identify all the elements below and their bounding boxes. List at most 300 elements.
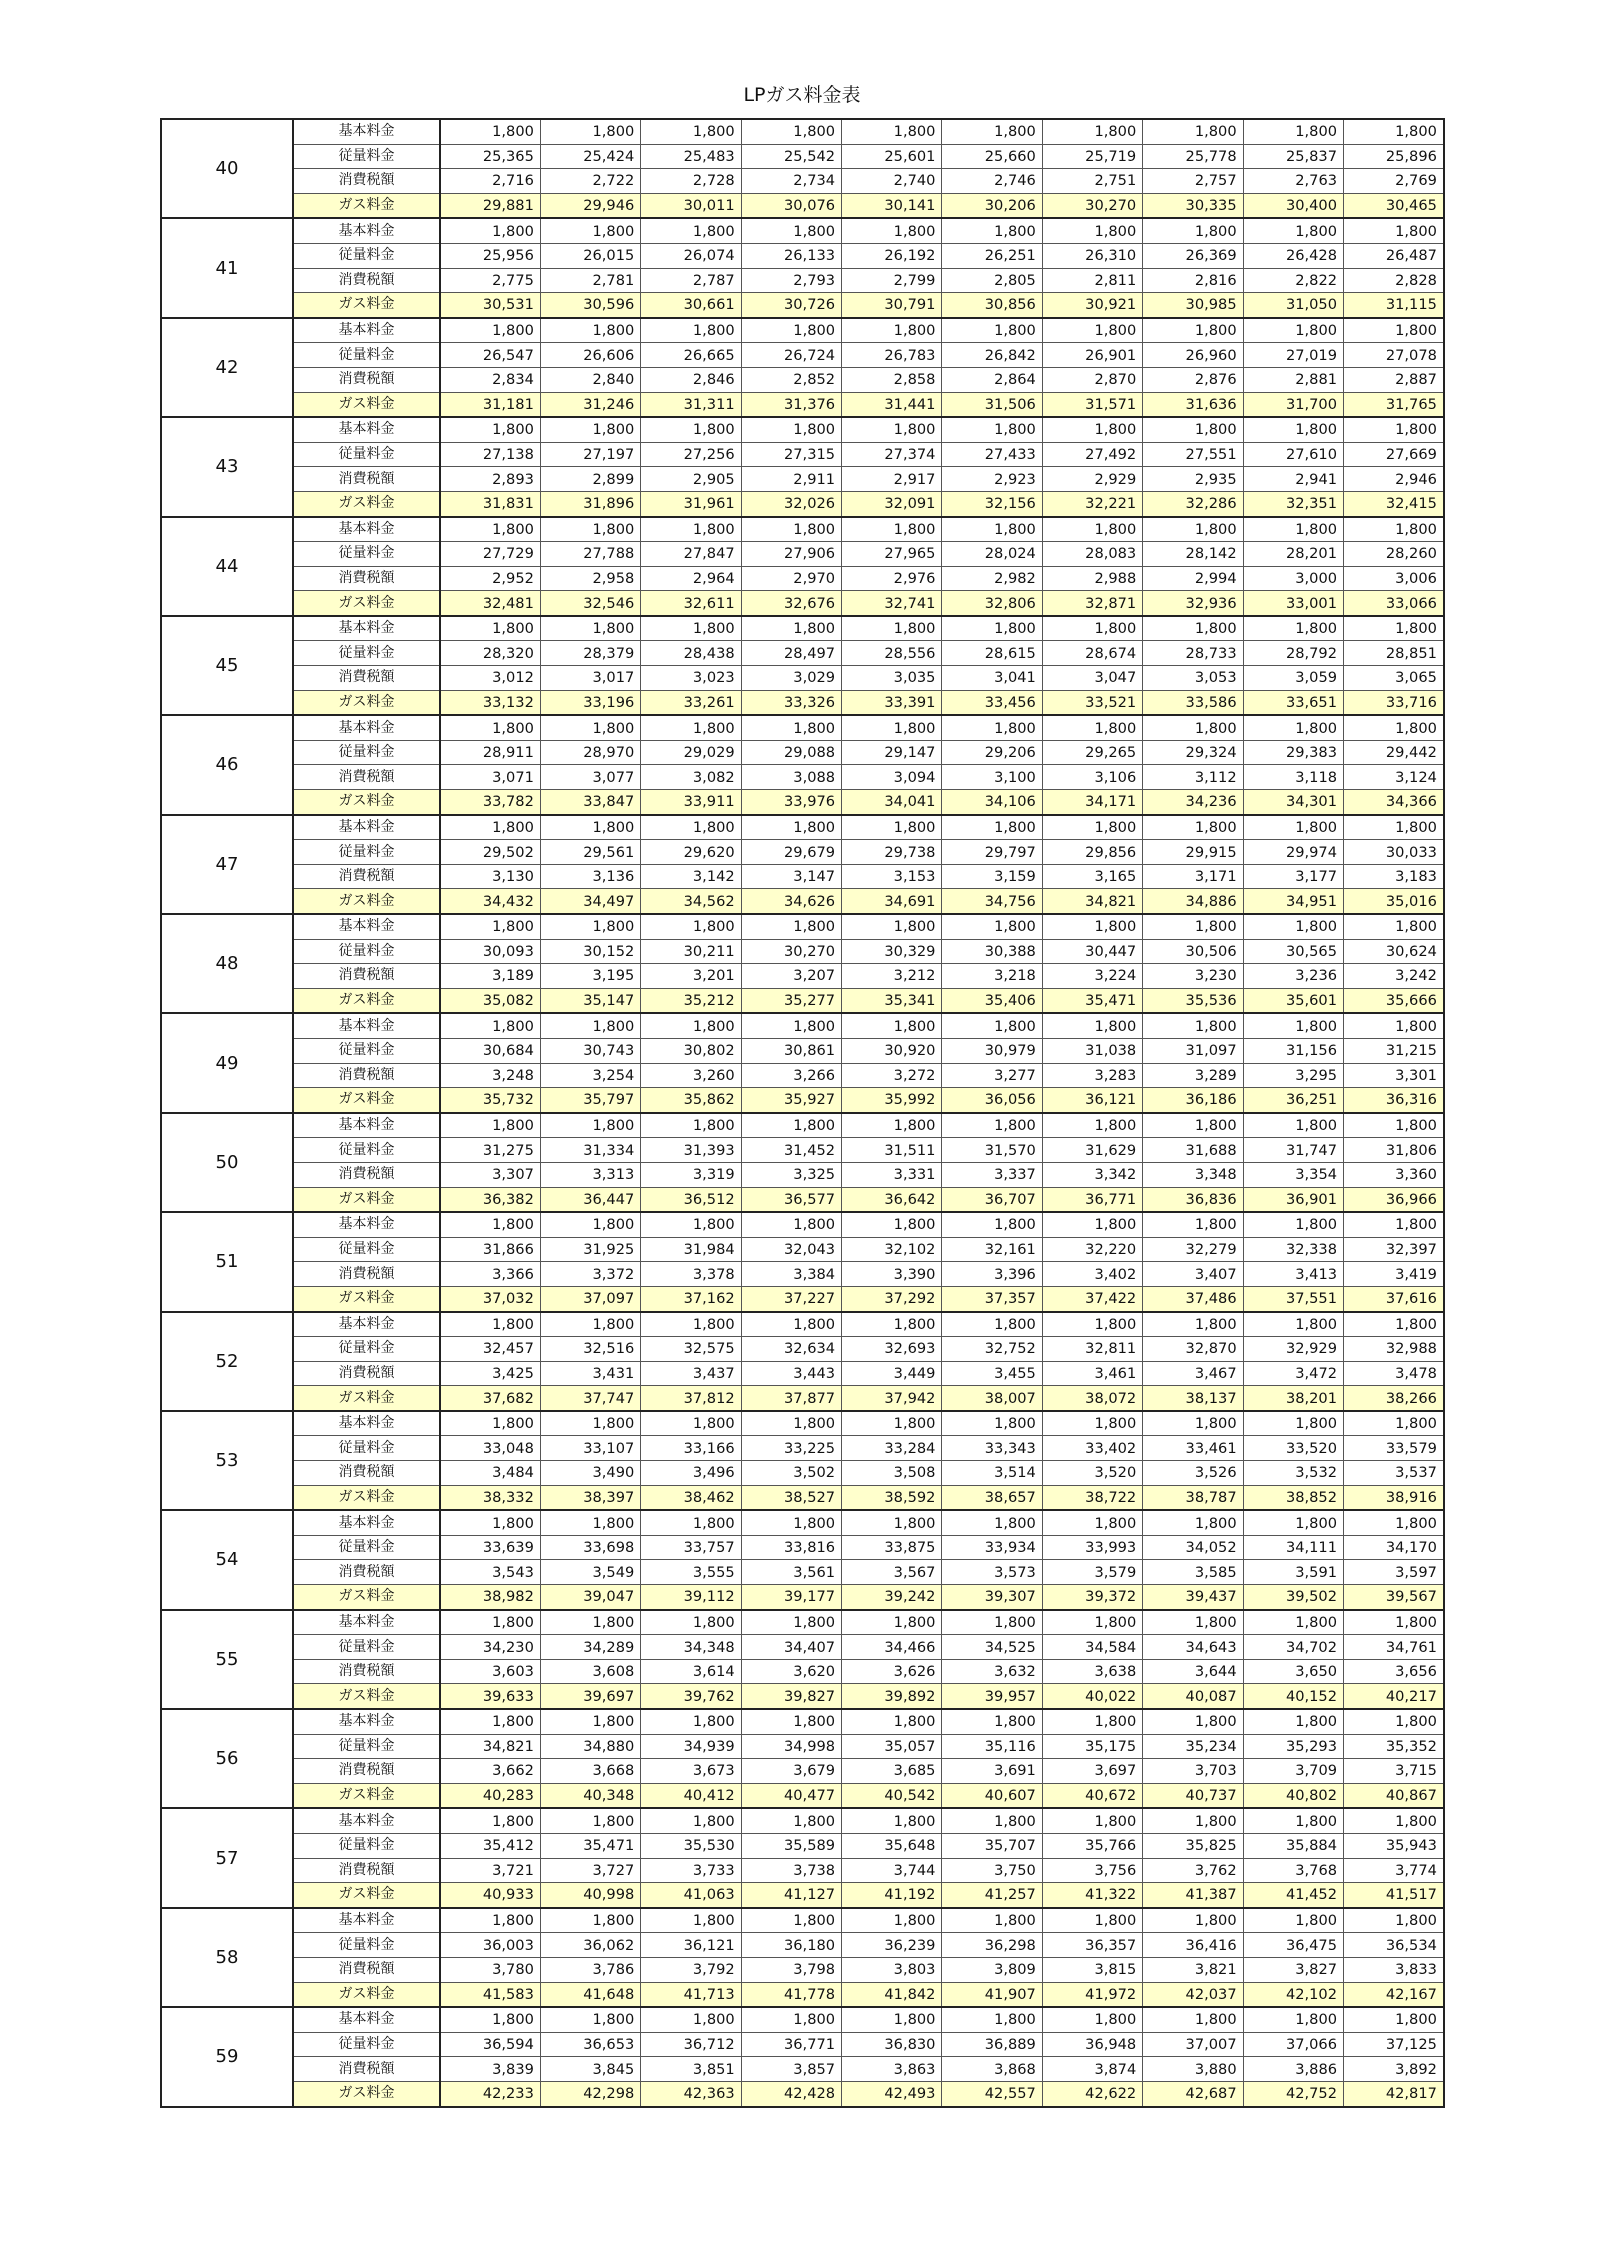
value-cell: 31,866 <box>440 1237 540 1262</box>
value-cell: 2,941 <box>1243 467 1343 492</box>
value-cell: 3,650 <box>1243 1659 1343 1684</box>
value-cell: 30,335 <box>1143 193 1243 218</box>
value-cell: 3,449 <box>842 1361 942 1386</box>
group-label: 47 <box>161 815 293 914</box>
value-cell: 2,852 <box>741 367 841 392</box>
basic-fee-row <box>161 417 1444 442</box>
value-cell: 30,506 <box>1143 939 1243 964</box>
row-label: 消費税額 <box>293 964 440 989</box>
value-cell: 1,800 <box>540 1908 640 1933</box>
value-cell: 41,907 <box>942 1982 1042 2007</box>
value-cell: 3,307 <box>440 1162 540 1187</box>
value-cell: 27,256 <box>641 442 741 467</box>
value-cell: 3,656 <box>1344 1659 1444 1684</box>
value-cell: 25,601 <box>842 144 942 169</box>
value-cell: 27,847 <box>641 542 741 567</box>
value-cell: 3,733 <box>641 1858 741 1883</box>
value-cell: 1,800 <box>1042 119 1142 144</box>
value-cell: 2,763 <box>1243 169 1343 194</box>
value-cell: 34,052 <box>1143 1535 1243 1560</box>
value-cell: 3,768 <box>1243 1858 1343 1883</box>
value-cell: 40,477 <box>741 1783 841 1808</box>
value-cell: 26,251 <box>942 243 1042 268</box>
value-cell: 28,320 <box>440 641 540 666</box>
value-cell: 1,800 <box>1243 2007 1343 2032</box>
value-cell: 29,797 <box>942 840 1042 865</box>
value-cell: 1,800 <box>1042 1312 1142 1337</box>
value-cell: 1,800 <box>1344 218 1444 243</box>
consumption-tax-row <box>161 1560 1444 1585</box>
value-cell: 34,691 <box>842 889 942 914</box>
value-cell: 34,998 <box>741 1734 841 1759</box>
value-cell: 1,800 <box>942 1212 1042 1237</box>
value-cell: 1,800 <box>741 1709 841 1734</box>
group-label: 48 <box>161 914 293 1013</box>
value-cell: 1,800 <box>641 1411 741 1436</box>
value-cell: 3,662 <box>440 1759 540 1784</box>
value-cell: 3,325 <box>741 1162 841 1187</box>
value-cell: 2,728 <box>641 169 741 194</box>
value-cell: 3,077 <box>540 765 640 790</box>
usage-fee-row <box>161 740 1444 765</box>
value-cell: 31,961 <box>641 491 741 516</box>
usage-fee-row <box>161 1635 1444 1660</box>
value-cell: 3,094 <box>842 765 942 790</box>
row-label: 従量料金 <box>293 939 440 964</box>
value-cell: 1,800 <box>641 815 741 840</box>
value-cell: 3,827 <box>1243 1957 1343 1982</box>
value-cell: 35,732 <box>440 1088 540 1113</box>
value-cell: 31,115 <box>1344 293 1444 318</box>
value-cell: 30,565 <box>1243 939 1343 964</box>
row-label: 従量料金 <box>293 1734 440 1759</box>
value-cell: 1,800 <box>942 218 1042 243</box>
value-cell: 33,651 <box>1243 690 1343 715</box>
value-cell: 31,806 <box>1344 1138 1444 1163</box>
value-cell: 2,746 <box>942 169 1042 194</box>
basic-fee-row <box>161 318 1444 343</box>
value-cell: 1,800 <box>1243 1113 1343 1138</box>
group-label: 50 <box>161 1113 293 1212</box>
row-label: 消費税額 <box>293 864 440 889</box>
value-cell: 27,729 <box>440 542 540 567</box>
gas-total-row <box>161 293 1444 318</box>
value-cell: 32,676 <box>741 591 841 616</box>
value-cell: 3,490 <box>540 1461 640 1486</box>
value-cell: 33,166 <box>641 1436 741 1461</box>
value-cell: 1,800 <box>1143 2007 1243 2032</box>
value-cell: 25,483 <box>641 144 741 169</box>
value-cell: 34,466 <box>842 1635 942 1660</box>
value-cell: 42,622 <box>1042 2081 1142 2106</box>
value-cell: 1,800 <box>942 1312 1042 1337</box>
value-cell: 1,800 <box>942 1808 1042 1833</box>
value-cell: 26,074 <box>641 243 741 268</box>
value-cell: 31,747 <box>1243 1138 1343 1163</box>
value-cell: 3,071 <box>440 765 540 790</box>
value-cell: 35,471 <box>540 1833 640 1858</box>
value-cell: 32,870 <box>1143 1337 1243 1362</box>
value-cell: 33,225 <box>741 1436 841 1461</box>
value-cell: 3,266 <box>741 1063 841 1088</box>
value-cell: 3,437 <box>641 1361 741 1386</box>
consumption-tax-row <box>161 367 1444 392</box>
value-cell: 1,800 <box>741 1808 841 1833</box>
value-cell: 37,292 <box>842 1286 942 1311</box>
row-label: 従量料金 <box>293 542 440 567</box>
value-cell: 32,929 <box>1243 1337 1343 1362</box>
value-cell: 33,001 <box>1243 591 1343 616</box>
row-label: 基本料金 <box>293 715 440 740</box>
basic-fee-row <box>161 1610 1444 1635</box>
value-cell: 3,207 <box>741 964 841 989</box>
value-cell: 1,800 <box>440 517 540 542</box>
page-title: LPガス料金表 <box>743 84 861 106</box>
value-cell: 31,038 <box>1042 1038 1142 1063</box>
value-cell: 38,592 <box>842 1485 942 1510</box>
value-cell: 1,800 <box>540 1212 640 1237</box>
value-cell: 1,800 <box>942 119 1042 144</box>
value-cell: 41,583 <box>440 1982 540 2007</box>
value-cell: 31,984 <box>641 1237 741 1262</box>
value-cell: 36,901 <box>1243 1187 1343 1212</box>
value-cell: 1,800 <box>741 1610 841 1635</box>
value-cell: 36,512 <box>641 1187 741 1212</box>
value-cell: 30,861 <box>741 1038 841 1063</box>
value-cell: 38,201 <box>1243 1386 1343 1411</box>
value-cell: 38,916 <box>1344 1485 1444 1510</box>
value-cell: 3,786 <box>540 1957 640 1982</box>
value-cell: 1,800 <box>440 1013 540 1038</box>
value-cell: 36,447 <box>540 1187 640 1212</box>
value-cell: 26,369 <box>1143 243 1243 268</box>
row-label: ガス料金 <box>293 193 440 218</box>
gas-total-row <box>161 1485 1444 1510</box>
value-cell: 1,800 <box>1344 318 1444 343</box>
value-cell: 1,800 <box>842 914 942 939</box>
value-cell: 1,800 <box>842 1113 942 1138</box>
value-cell: 35,234 <box>1143 1734 1243 1759</box>
consumption-tax-row <box>161 964 1444 989</box>
value-cell: 2,734 <box>741 169 841 194</box>
value-cell: 35,862 <box>641 1088 741 1113</box>
value-cell: 30,400 <box>1243 193 1343 218</box>
value-cell: 31,511 <box>842 1138 942 1163</box>
value-cell: 34,111 <box>1243 1535 1343 1560</box>
value-cell: 3,762 <box>1143 1858 1243 1883</box>
value-cell: 30,011 <box>641 193 741 218</box>
row-label: 基本料金 <box>293 1808 440 1833</box>
value-cell: 1,800 <box>741 1113 841 1138</box>
value-cell: 34,756 <box>942 889 1042 914</box>
value-cell: 25,896 <box>1344 144 1444 169</box>
value-cell: 25,424 <box>540 144 640 169</box>
value-cell: 3,478 <box>1344 1361 1444 1386</box>
value-cell: 36,003 <box>440 1933 540 1958</box>
row-label: 従量料金 <box>293 1635 440 1660</box>
value-cell: 36,642 <box>842 1187 942 1212</box>
value-cell: 29,881 <box>440 193 540 218</box>
value-cell: 3,165 <box>1042 864 1142 889</box>
value-cell: 3,567 <box>842 1560 942 1585</box>
value-cell: 3,059 <box>1243 666 1343 691</box>
value-cell: 33,284 <box>842 1436 942 1461</box>
value-cell: 1,800 <box>540 318 640 343</box>
value-cell: 33,343 <box>942 1436 1042 1461</box>
value-cell: 1,800 <box>440 2007 540 2032</box>
value-cell: 1,800 <box>741 218 841 243</box>
value-cell: 1,800 <box>641 517 741 542</box>
value-cell: 39,307 <box>942 1585 1042 1610</box>
value-cell: 3,272 <box>842 1063 942 1088</box>
value-cell: 3,756 <box>1042 1858 1142 1883</box>
value-cell: 34,821 <box>440 1734 540 1759</box>
value-cell: 31,215 <box>1344 1038 1444 1063</box>
row-label: 基本料金 <box>293 1510 440 1535</box>
value-cell: 38,787 <box>1143 1485 1243 1510</box>
value-cell: 31,896 <box>540 491 640 516</box>
value-cell: 1,800 <box>842 715 942 740</box>
row-label: 基本料金 <box>293 417 440 442</box>
value-cell: 1,800 <box>1143 517 1243 542</box>
value-cell: 41,063 <box>641 1883 741 1908</box>
usage-fee-row <box>161 641 1444 666</box>
value-cell: 3,803 <box>842 1957 942 1982</box>
value-cell: 41,127 <box>741 1883 841 1908</box>
row-label: ガス料金 <box>293 1386 440 1411</box>
gas-total-row <box>161 889 1444 914</box>
value-cell: 36,712 <box>641 2032 741 2057</box>
value-cell: 1,800 <box>741 1013 841 1038</box>
value-cell: 1,800 <box>440 1610 540 1635</box>
value-cell: 31,636 <box>1143 392 1243 417</box>
value-cell: 34,407 <box>741 1635 841 1660</box>
value-cell: 35,992 <box>842 1088 942 1113</box>
value-cell: 3,874 <box>1042 2057 1142 2082</box>
value-cell: 1,800 <box>1042 1212 1142 1237</box>
value-cell: 33,976 <box>741 790 841 815</box>
value-cell: 34,643 <box>1143 1635 1243 1660</box>
value-cell: 2,887 <box>1344 367 1444 392</box>
value-cell: 35,530 <box>641 1833 741 1858</box>
value-cell: 26,724 <box>741 343 841 368</box>
value-cell: 32,871 <box>1042 591 1142 616</box>
value-cell: 31,925 <box>540 1237 640 1262</box>
value-cell: 3,886 <box>1243 2057 1343 2082</box>
value-cell: 3,833 <box>1344 1957 1444 1982</box>
value-cell: 36,357 <box>1042 1933 1142 1958</box>
basic-fee-row <box>161 1510 1444 1535</box>
value-cell: 1,800 <box>540 2007 640 2032</box>
row-label: 従量料金 <box>293 840 440 865</box>
value-cell: 3,384 <box>741 1262 841 1287</box>
value-cell: 3,638 <box>1042 1659 1142 1684</box>
value-cell: 1,800 <box>1143 715 1243 740</box>
value-cell: 35,648 <box>842 1833 942 1858</box>
value-cell: 32,026 <box>741 491 841 516</box>
value-cell: 1,800 <box>942 2007 1042 2032</box>
value-cell: 1,800 <box>741 914 841 939</box>
value-cell: 29,974 <box>1243 840 1343 865</box>
value-cell: 29,383 <box>1243 740 1343 765</box>
value-cell: 3,727 <box>540 1858 640 1883</box>
value-cell: 41,713 <box>641 1982 741 2007</box>
value-cell: 3,142 <box>641 864 741 889</box>
row-label: 従量料金 <box>293 641 440 666</box>
value-cell: 1,800 <box>440 119 540 144</box>
value-cell: 26,842 <box>942 343 1042 368</box>
value-cell: 3,520 <box>1042 1461 1142 1486</box>
value-cell: 1,800 <box>1344 1510 1444 1535</box>
value-cell: 27,078 <box>1344 343 1444 368</box>
consumption-tax-row <box>161 1262 1444 1287</box>
group-label: 55 <box>161 1610 293 1709</box>
value-cell: 3,620 <box>741 1659 841 1684</box>
value-cell: 32,221 <box>1042 491 1142 516</box>
value-cell: 25,778 <box>1143 144 1243 169</box>
value-cell: 1,800 <box>1042 1808 1142 1833</box>
value-cell: 2,793 <box>741 268 841 293</box>
row-label: ガス料金 <box>293 1485 440 1510</box>
basic-fee-row <box>161 218 1444 243</box>
value-cell: 1,800 <box>942 1610 1042 1635</box>
value-cell: 3,260 <box>641 1063 741 1088</box>
value-cell: 1,800 <box>641 1709 741 1734</box>
value-cell: 3,697 <box>1042 1759 1142 1784</box>
value-cell: 26,192 <box>842 243 942 268</box>
value-cell: 30,270 <box>741 939 841 964</box>
value-cell: 36,416 <box>1143 1933 1243 1958</box>
value-cell: 3,679 <box>741 1759 841 1784</box>
value-cell: 1,800 <box>440 1808 540 1833</box>
value-cell: 40,737 <box>1143 1783 1243 1808</box>
value-cell: 3,212 <box>842 964 942 989</box>
value-cell: 1,800 <box>1143 218 1243 243</box>
value-cell: 35,766 <box>1042 1833 1142 1858</box>
value-cell: 27,019 <box>1243 343 1343 368</box>
value-cell: 1,800 <box>1344 417 1444 442</box>
value-cell: 2,799 <box>842 268 942 293</box>
value-cell: 39,827 <box>741 1684 841 1709</box>
row-label: 消費税額 <box>293 1361 440 1386</box>
value-cell: 3,868 <box>942 2057 1042 2082</box>
value-cell: 27,788 <box>540 542 640 567</box>
value-cell: 34,584 <box>1042 1635 1142 1660</box>
gas-total-row <box>161 193 1444 218</box>
value-cell: 2,811 <box>1042 268 1142 293</box>
value-cell: 33,911 <box>641 790 741 815</box>
usage-fee-row <box>161 542 1444 567</box>
value-cell: 1,800 <box>641 1808 741 1833</box>
value-cell: 31,181 <box>440 392 540 417</box>
consumption-tax-row <box>161 268 1444 293</box>
gas-total-row <box>161 2081 1444 2106</box>
usage-fee-row <box>161 343 1444 368</box>
value-cell: 36,056 <box>942 1088 1042 1113</box>
value-cell: 32,988 <box>1344 1337 1444 1362</box>
group-label: 44 <box>161 517 293 616</box>
value-cell: 35,352 <box>1344 1734 1444 1759</box>
value-cell: 26,665 <box>641 343 741 368</box>
value-cell: 28,142 <box>1143 542 1243 567</box>
row-label: 消費税額 <box>293 2057 440 2082</box>
value-cell: 3,644 <box>1143 1659 1243 1684</box>
value-cell: 2,846 <box>641 367 741 392</box>
value-cell: 35,116 <box>942 1734 1042 1759</box>
value-cell: 25,660 <box>942 144 1042 169</box>
value-cell: 1,800 <box>540 1013 640 1038</box>
value-cell: 3,573 <box>942 1560 1042 1585</box>
value-cell: 40,607 <box>942 1783 1042 1808</box>
value-cell: 31,765 <box>1344 392 1444 417</box>
value-cell: 30,596 <box>540 293 640 318</box>
value-cell: 35,471 <box>1042 988 1142 1013</box>
value-cell: 32,575 <box>641 1337 741 1362</box>
gas-total-row <box>161 491 1444 516</box>
value-cell: 37,682 <box>440 1386 540 1411</box>
value-cell: 2,805 <box>942 268 1042 293</box>
value-cell: 3,626 <box>842 1659 942 1684</box>
value-cell: 1,800 <box>440 417 540 442</box>
value-cell: 32,546 <box>540 591 640 616</box>
value-cell: 1,800 <box>1243 616 1343 641</box>
value-cell: 3,189 <box>440 964 540 989</box>
value-cell: 3,431 <box>540 1361 640 1386</box>
value-cell: 33,261 <box>641 690 741 715</box>
value-cell: 33,934 <box>942 1535 1042 1560</box>
row-label: 従量料金 <box>293 740 440 765</box>
value-cell: 35,536 <box>1143 988 1243 1013</box>
value-cell: 30,791 <box>842 293 942 318</box>
group-label: 52 <box>161 1312 293 1411</box>
gas-total-row <box>161 1684 1444 1709</box>
row-label: 従量料金 <box>293 1535 440 1560</box>
value-cell: 26,133 <box>741 243 841 268</box>
value-cell: 39,112 <box>641 1585 741 1610</box>
value-cell: 35,707 <box>942 1833 1042 1858</box>
value-cell: 35,057 <box>842 1734 942 1759</box>
value-cell: 3,839 <box>440 2057 540 2082</box>
value-cell: 3,526 <box>1143 1461 1243 1486</box>
value-cell: 32,102 <box>842 1237 942 1262</box>
value-cell: 1,800 <box>1243 1411 1343 1436</box>
value-cell: 32,634 <box>741 1337 841 1362</box>
value-cell: 33,066 <box>1344 591 1444 616</box>
value-cell: 1,800 <box>1143 417 1243 442</box>
row-label: ガス料金 <box>293 690 440 715</box>
usage-fee-row <box>161 1535 1444 1560</box>
value-cell: 36,966 <box>1344 1187 1444 1212</box>
value-cell: 2,870 <box>1042 367 1142 392</box>
value-cell: 3,780 <box>440 1957 540 1982</box>
value-cell: 1,800 <box>1243 218 1343 243</box>
value-cell: 40,283 <box>440 1783 540 1808</box>
value-cell: 1,800 <box>440 218 540 243</box>
value-cell: 29,147 <box>842 740 942 765</box>
gas-total-row <box>161 1783 1444 1808</box>
value-cell: 34,348 <box>641 1635 741 1660</box>
value-cell: 1,800 <box>1243 1709 1343 1734</box>
row-label: 基本料金 <box>293 1013 440 1038</box>
value-cell: 36,577 <box>741 1187 841 1212</box>
value-cell: 36,830 <box>842 2032 942 2057</box>
value-cell: 35,825 <box>1143 1833 1243 1858</box>
value-cell: 29,856 <box>1042 840 1142 865</box>
value-cell: 1,800 <box>641 1013 741 1038</box>
value-cell: 33,875 <box>842 1535 942 1560</box>
value-cell: 1,800 <box>440 616 540 641</box>
value-cell: 3,585 <box>1143 1560 1243 1585</box>
